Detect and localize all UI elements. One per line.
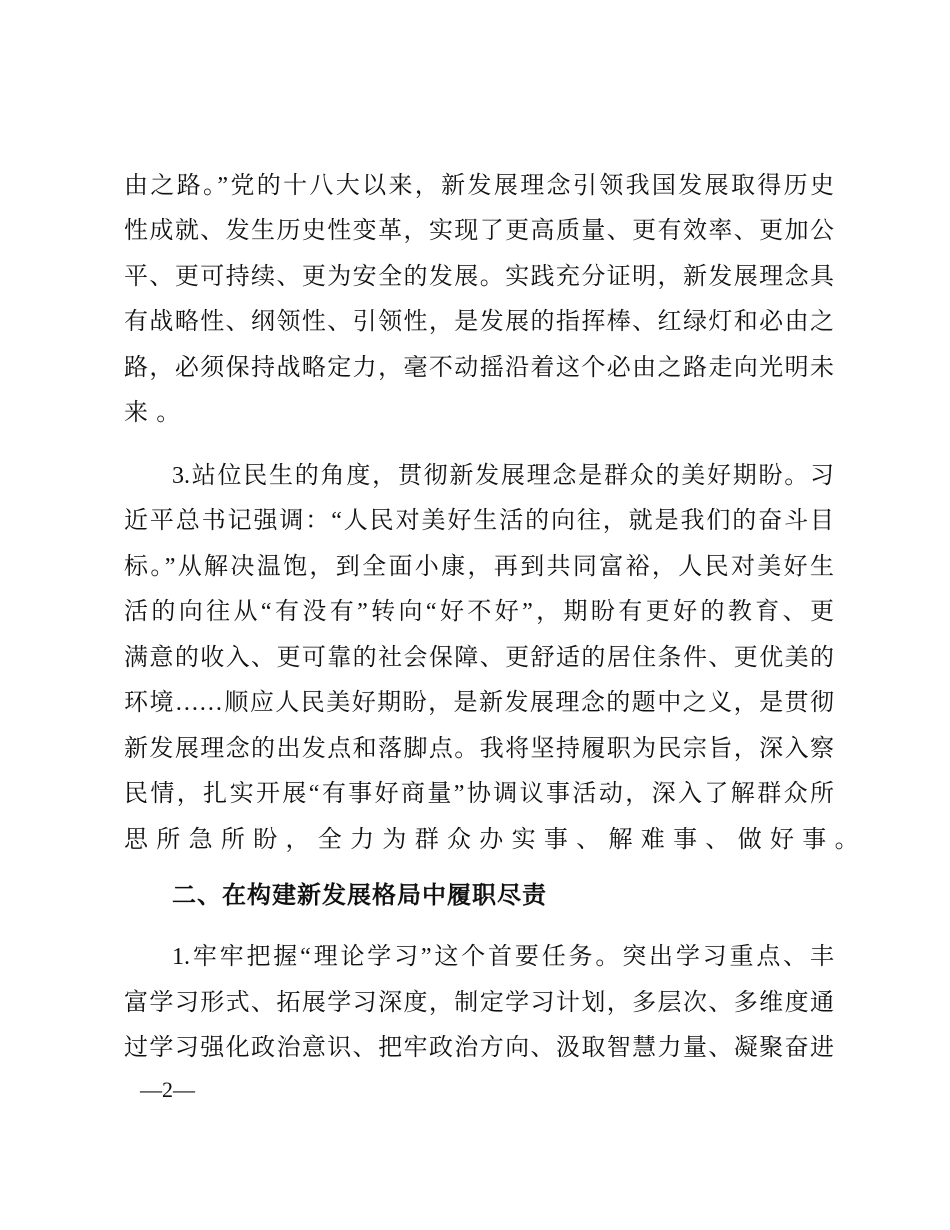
paragraph-line: 平、更可持续、更为安全的发展。实践充分证明，新发展理念具	[124, 264, 834, 290]
paragraph-line: 性成就、发生历史性变革，实现了更高质量、更有效率、更加公	[124, 218, 834, 244]
paragraph-line: 有战略性、纲领性、引领性，是发展的指挥棒、红绿灯和必由之	[124, 309, 834, 335]
paragraph-line: 来。	[124, 400, 189, 426]
section-heading: 二、在构建新发展格局中履职尽责	[172, 881, 547, 909]
paragraph-line: 近平总书记强调：“人民对美好生活的向往，就是我们的奋斗目	[124, 508, 834, 534]
paragraph-line: 活的向往从“有没有”转向“好不好”，期盼有更好的教育、更	[124, 599, 834, 625]
paragraph-line: 过学习强化政治意识、把牢政治方向、汲取智慧力量、凝聚奋进	[124, 1035, 834, 1061]
paragraph-line: 路，必须保持战略定力，毫不动摇沿着这个必由之路走向光明未	[124, 355, 834, 381]
paragraph-line: 3.站位民生的角度，贯彻新发展理念是群众的美好期盼。习	[172, 463, 834, 489]
paragraph-line: 满意的收入、更可靠的社会保障、更舒适的居住条件、更优美的	[124, 645, 834, 671]
paragraph-line: 由之路。”党的十八大以来，新发展理念引领我国发展取得历史	[124, 173, 834, 199]
page-number: —2—	[140, 1077, 195, 1102]
paragraph-line: 富学习形式、拓展学习深度，制定学习计划，多层次、多维度通	[124, 990, 834, 1016]
paragraph-line: 1.牢牢把握“理论学习”这个首要任务。突出学习重点、丰	[172, 944, 834, 970]
paragraph-line: 新发展理念的出发点和落脚点。我将坚持履职为民宗旨，深入察	[124, 736, 834, 762]
paragraph-line: 环境……顺应人民美好期盼，是新发展理念的题中之义，是贯彻	[124, 690, 834, 716]
paragraph-line: 思所急所盼，全力为群众办实事、解难事、做好事。	[124, 827, 867, 853]
paragraph-line: 民情，扎实开展“有事好商量”协调议事活动，深入了解群众所	[124, 781, 834, 807]
paragraph-line: 标。”从解决温饱，到全面小康，再到共同富裕，人民对美好生	[124, 554, 834, 580]
